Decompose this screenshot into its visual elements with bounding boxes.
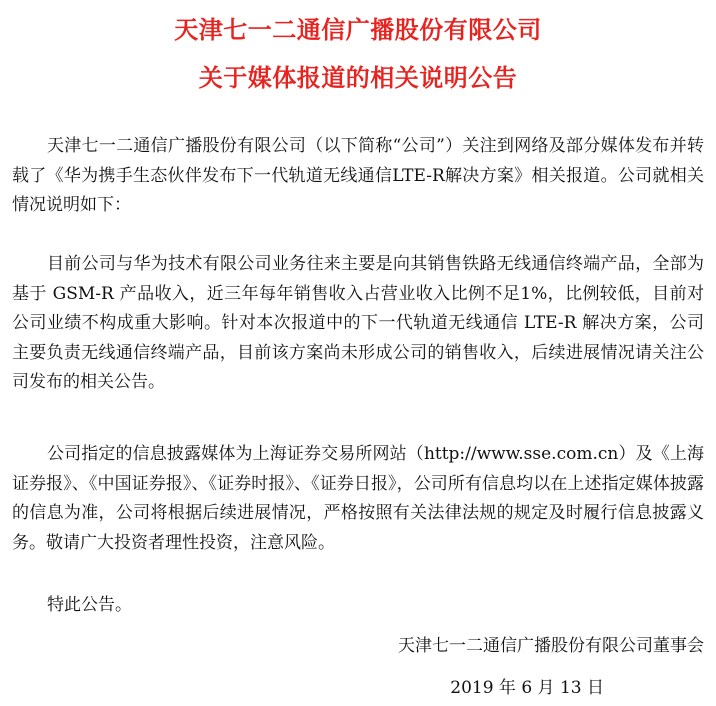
paragraph-intro: 天津七一二通信广播股份有限公司（以下简称“公司”）关注到网络及部分媒体发布并转载了《华为携手生态伙伴发布下一代轨道无线通信LTE-R解决方案》相关报道。公司就相关情况说明如下：: [12, 136, 704, 215]
paragraph-disclosure: 公司指定的信息披露媒体为上海证券交易所网站（http://www.sse.com.cn）及《上海证券报》、《中国证券报》、《证券时报》、《证券日报》，公司所有信息均以在上述指定媒体披露的信息为准，公司将根据后续进展情况，严格按照有关法律法规的规定及时履行信息披露义务。敬请广大投资者理性投资，注意风险。: [12, 444, 704, 553]
paragraph-closing: 特此公告。: [47, 595, 132, 615]
board-signature: 天津七一二通信广播股份有限公司董事会: [398, 636, 704, 656]
paragraph-business: 目前公司与华为技术有限公司业务往来主要是向其销售铁路无线通信终端产品，全部为基于 GSM-R 产品收入，近三年每年销售收入占营业收入比例不足1%，比例较低，目前对公司业绩不构成重大影响。针对本次报道中的下一代轨道无线通信 LTE-R 解决方案，公司主要负责无线通信终端产品，目前该方案尚未形成公司的销售收入，后续进展情况请关注公司发布的相关公告。: [12, 254, 704, 392]
announcement-title: 关于媒体报道的相关说明公告: [198, 64, 518, 92]
company-title: 天津七一二通信广播股份有限公司: [174, 16, 542, 44]
announcement-date: 2019 年 6 月 13 日: [450, 678, 604, 698]
